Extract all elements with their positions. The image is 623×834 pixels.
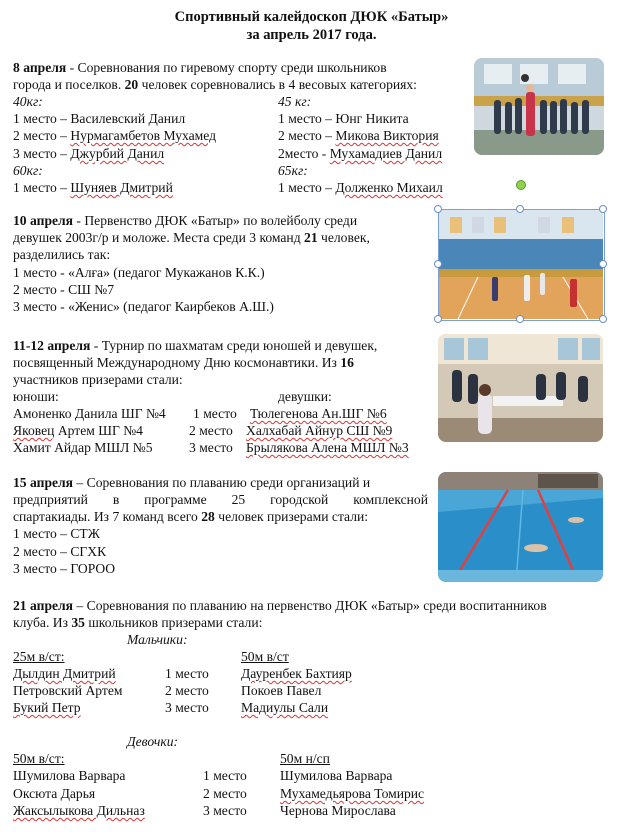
event5-girls-dist2: 50м н/сп <box>280 751 330 766</box>
event3-line1: 11-12 апреля - Турнир по шахматам среди юношей и девушек, <box>13 338 378 353</box>
event5-boys-dist1: 25м в/ст: <box>13 649 65 664</box>
event3-girls-label: девушки: <box>278 389 332 404</box>
resize-handle[interactable] <box>516 205 524 213</box>
event5-boy-row: Букий Петр <box>13 700 81 715</box>
event1-c4-p1: 1 место – Долженко Михаил <box>278 180 443 195</box>
event5-boys-dist2: 50м в/ст <box>241 649 289 664</box>
rotate-handle[interactable] <box>516 180 526 190</box>
event1-cat-40: 40кг: <box>13 94 43 109</box>
event2-p2: 2 место - СШ №7 <box>13 282 115 297</box>
page-subtitle: за апрель 2017 года. <box>246 27 377 43</box>
event5-girl-row: Жаксылыкова Дильназ <box>13 803 145 818</box>
resize-handle[interactable] <box>434 260 442 268</box>
event2-p3: 3 место - «Женис» (педагог Каирбеков А.Ш.) <box>13 299 274 314</box>
swimming-pool-photo <box>438 472 603 582</box>
event2-line3: разделились так: <box>13 247 111 262</box>
event5-girl-row: Шумилова Варвара <box>13 768 126 783</box>
event1-line1 <box>13 59 387 76</box>
resize-handle[interactable] <box>599 260 607 268</box>
page-title: Спортивный калейдоскоп ДЮК «Батыр» <box>174 9 449 25</box>
event1-cat-65: 65кг: <box>278 163 308 178</box>
event4-line2: предприятий в программе 25 городской комплексной <box>13 492 428 507</box>
event5-girl-place: 1 место <box>203 768 247 783</box>
event1-text: человек соревновались в 4 весовых категориях: <box>138 77 417 92</box>
event1-text: - Соревнования по гиревому спорту среди школьников <box>66 60 387 75</box>
event5-line2: клуба. Из 35 школьников призерами стали: <box>13 615 263 630</box>
event1-c2-p2: 2 место – Микова Виктория <box>278 128 439 143</box>
event1-count: 20 <box>124 77 139 92</box>
event1-cat-60: 60кг: <box>13 163 43 178</box>
event5-boy-place: 2 место <box>165 683 209 698</box>
resize-handle[interactable] <box>434 315 442 323</box>
event5-date: 21 апреля <box>13 598 74 613</box>
resize-handle[interactable] <box>434 205 442 213</box>
event5-boy-right: Дауренбек Бахтияр <box>241 666 352 681</box>
event5-boy-row: Петровский Артем <box>13 683 123 698</box>
event3-line3: участников призерами стали: <box>13 372 183 387</box>
event5-boy-right: Покоев Павел <box>241 683 322 698</box>
event4-p1: 1 место – СТЖ <box>13 526 100 541</box>
event5-girl-place: 3 место <box>203 803 247 818</box>
event1-c2-p1: 1 место – Юнг Никита <box>278 111 409 126</box>
kettlebell-photo <box>474 58 604 155</box>
event5-boy-place: 1 место <box>165 666 209 681</box>
chess-photo <box>438 334 603 442</box>
event5-boys-label: Мальчики: <box>127 632 188 647</box>
event1-c1-p1: 1 место – Василевский Данил <box>13 111 186 126</box>
event1-c1-p3: 3 место – Джурбий Данил <box>13 146 165 161</box>
resize-handle[interactable] <box>599 315 607 323</box>
event1-cat-45: 45 кг: <box>278 94 312 109</box>
resize-handle[interactable] <box>599 205 607 213</box>
event3-date: 11-12 апреля <box>13 338 91 353</box>
event5-line1: 21 апреля – Соревнования по плаванию на первенство ДЮК «Батыр» среди воспитанников <box>13 598 547 613</box>
event5-girls-label: Девочки: <box>127 734 179 749</box>
event3-pl2: 2 место <box>189 423 233 438</box>
event4-p2: 2 место – СГХК <box>13 544 107 559</box>
event5-girl-place: 2 место <box>203 786 247 801</box>
event1-date: 8 апреля <box>13 60 67 75</box>
event5-girl-row: Оксюта Дарья <box>13 786 96 801</box>
event3-pl3: 3 место <box>189 440 233 455</box>
event3-pl1: 1 место <box>193 406 237 421</box>
event1-line2 <box>13 76 417 93</box>
event5-girl-right: Мухамедьярова Томирис <box>280 786 425 801</box>
event3-g1: Тюлегенова Ан.ШГ №6 <box>250 406 387 421</box>
event2-line2: девушек 2003г/р и моложе. Места среди 3 команд 21 человек, <box>13 230 370 245</box>
event1-c2-p3: 2место - Мухамадиев Данил <box>278 146 443 161</box>
resize-handle[interactable] <box>516 315 524 323</box>
image-selection-frame <box>438 209 605 321</box>
event3-b3: Хамит Айдар МШЛ №5 <box>13 440 153 455</box>
event3-g2: Халхабай Айнур СШ №9 <box>246 423 393 438</box>
event5-boy-place: 3 место <box>165 700 209 715</box>
event5-girls-dist1: 50м в/ст: <box>13 751 65 766</box>
event4-date: 15 апреля <box>13 475 74 490</box>
event1-c3-p1: 1 место – Шуняев Дмитрий <box>13 180 173 195</box>
event1-text: города и поселков. <box>13 77 125 92</box>
event2-p1: 1 место - «Алға» (педагог Мукажанов К.К.) <box>13 265 265 280</box>
event3-line2: посвященный Международному Дню космонавтики. Из 16 <box>13 355 354 370</box>
event4-line3: спартакиады. Из 7 команд всего 28 человек призерами стали: <box>13 509 369 524</box>
event5-girl-right: Чернова Мирослава <box>280 803 396 818</box>
event3-boys-label: юноши: <box>13 389 59 404</box>
event1-c1-p2: 2 место – Нурмагамбетов Мухамед <box>13 128 217 143</box>
event3-b2: Яковец Артем ШГ №4 <box>13 423 143 438</box>
event5-boy-right: Мадиулы Сали <box>241 700 329 715</box>
event4-line1: 15 апреля – Соревнования по плаванию среди организаций и <box>13 475 371 490</box>
event3-b1: Амоненко Данила ШГ №4 <box>13 406 166 421</box>
event4-p3: 3 место – ГОРОО <box>13 561 116 576</box>
event5-boy-row: Дылдин Дмитрий <box>13 666 116 681</box>
event3-g3: Брылякова Алена МШЛ №3 <box>246 440 409 455</box>
event2-line1: 10 апреля - Первенство ДЮК «Батыр» по волейболу среди <box>13 213 358 228</box>
event2-date: 10 апреля <box>13 213 74 228</box>
event5-girl-right: Шумилова Варвара <box>280 768 393 783</box>
